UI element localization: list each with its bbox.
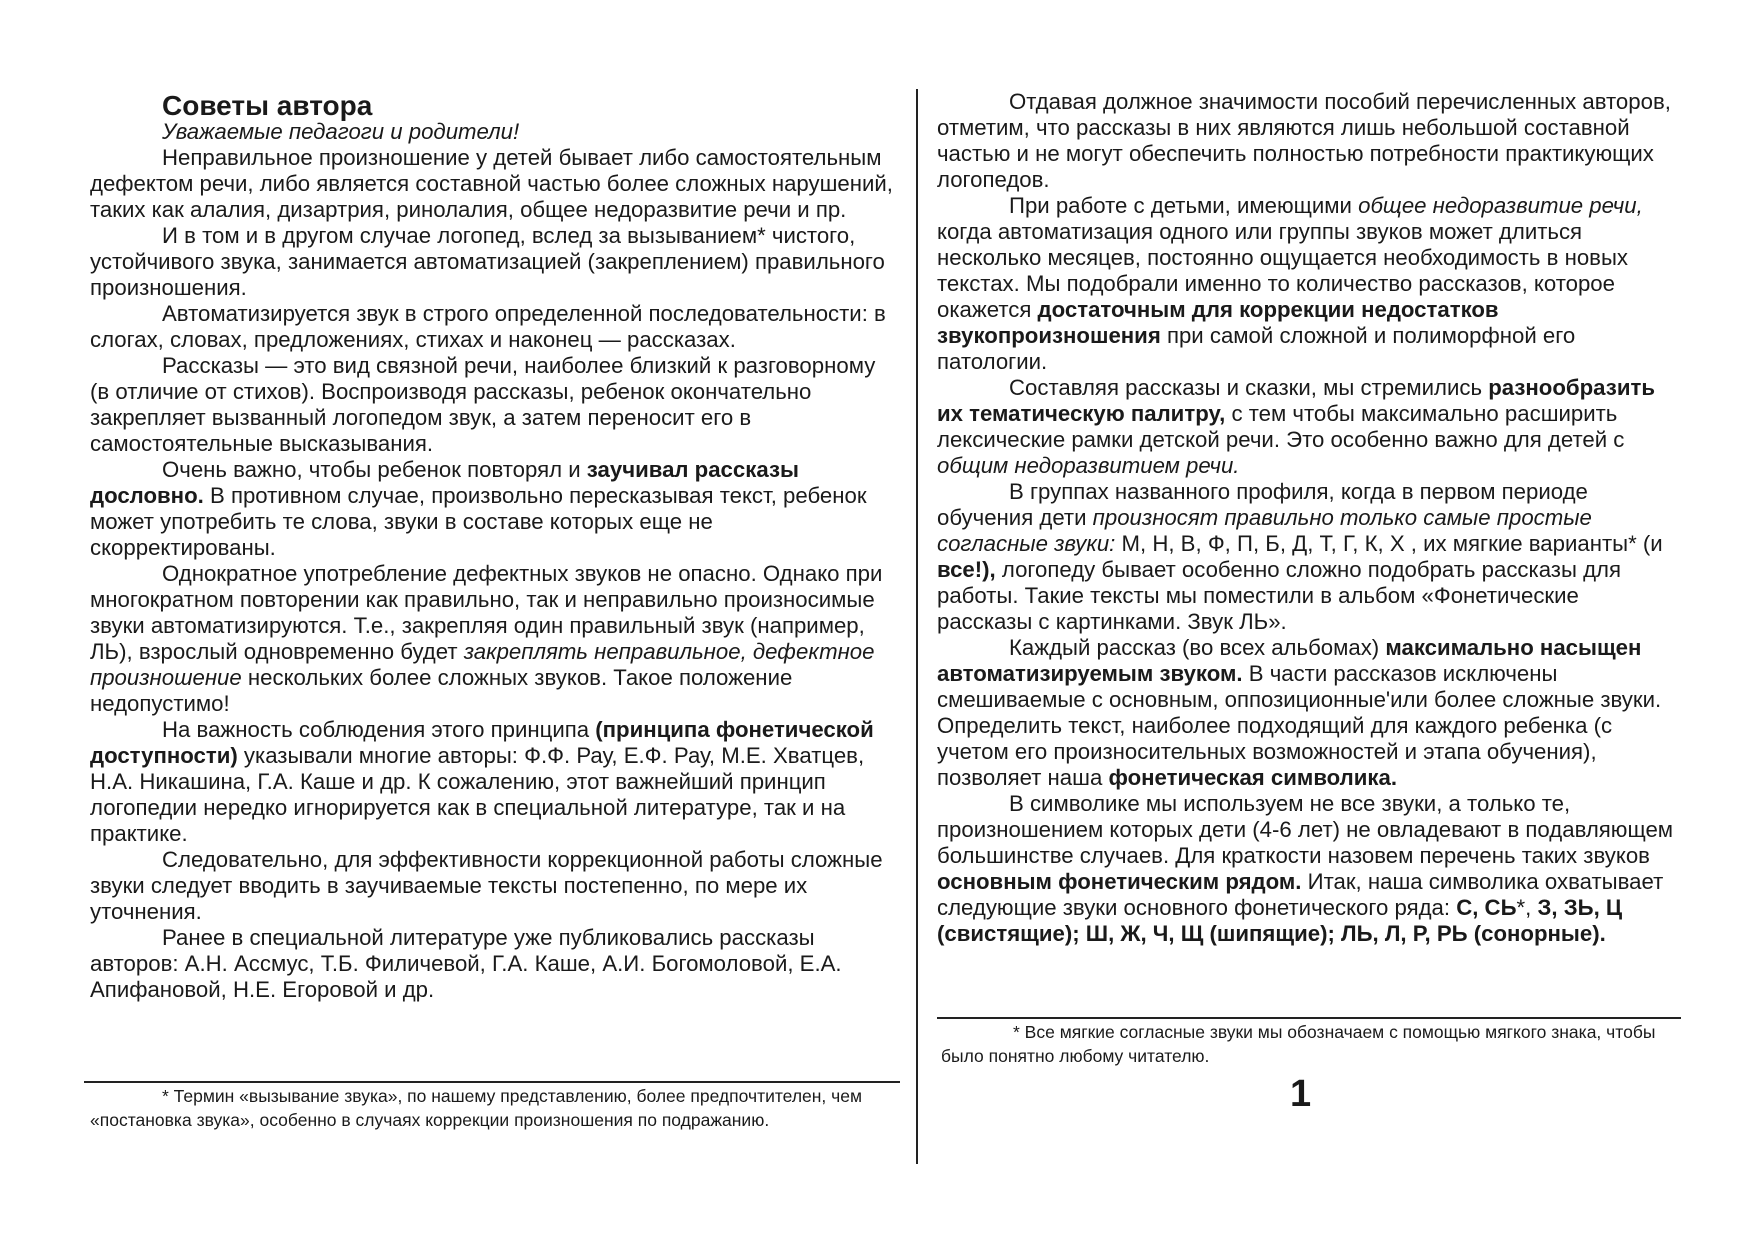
paragraph-5-text-c: В противном случае, произвольно пересказывая текст, ребенок может употребить те слова, звуки в составе которых еще не скорректированы. [90,483,867,560]
right-paragraph-4-text-e: логопеду бывает особенно сложно подобрать рассказы для работы. Такие тексты мы поместили в альбом «Фонетические рассказы с картинками. Звук ЛЬ». [937,557,1621,634]
right-paragraph-3-italic: общим недоразвитием речи. [937,453,1240,478]
right-paragraph-5-bold-2: фонетическая символика. [1108,765,1398,790]
right-paragraph-1: Отдавая должное значимости пособий перечисленных авторов, отметим, что рассказы в них являются лишь небольшой составной частью и не могут обеспечить полностью потребности практикующих логопедов. [937,89,1671,192]
paragraph-3: Автоматизируется звук в строго определенной последовательности: в слогах, словах, предложениях, стихах и наконец — рассказах. [90,301,886,352]
right-paragraph-2-text-a: При работе с детьми, имеющими [1009,193,1359,218]
paragraph-5-text-a: Очень важно, чтобы ребенок повторял и [162,457,587,482]
right-paragraph-3 [937,375,1677,479]
right-paragraph-3-text-c: с тем чтобы максимально расширить лексические рамки детской речи. Это особенно важно для детей с [937,401,1625,452]
left-footnote [90,1084,900,1132]
right-paragraph-4-bold: все!), [937,557,996,582]
right-paragraph-2-text-e: при самой сложной и полиморфной его патологии. [937,323,1576,374]
paragraph-7-bold: (принципа фонетической доступности) [90,717,874,768]
paragraph-6-italic: закреплять неправильное, дефектное произношение [90,639,875,690]
paragraph-7-text-c: указывали многие авторы: Ф.Ф. Рау, Е.Ф. Рау, М.Е. Хватцев, Н.А. Никашина, Г.А. Каше и др. К сожалению, этот важнейший принцип логопедии нередко игнорируется как в специальной литературе, так и на практике. [90,743,865,846]
right-paragraph-5-text-c: В части рассказов исключены смешиваемые с основным, оппозиционные'или более сложные звуки. Определить текст, наиболее подходящий для каждого ребенка (с учетом его произносительных возможностей и этапа обучения), позволяет наша [937,661,1662,790]
right-paragraph-5 [937,635,1677,791]
right-paragraph-2 [937,193,1677,375]
right-paragraph-6-bold-2: С, СЬ [1456,895,1517,920]
paragraph-7-text-a: На важность соблюдения этого принципа [162,717,596,742]
paragraph-6 [90,561,900,717]
right-paragraph-4 [937,479,1677,635]
paragraph-1: Неправильное произношение у детей бывает либо самостоятельным дефектом речи, либо является составной частью более сложных нарушений, таких как алалия, дизартрия, ринолалия, общее недоразвитие речи и пр. [90,145,893,222]
right-paragraph-3-text-a: Составляя рассказы и сказки, мы стремились [1009,375,1489,400]
paragraph-5-bold: заучивал рассказы дословно. [90,457,799,508]
right-paragraph-6-text-a: В символике мы используем не все звуки, а только те, произношением которых дети (4-6 лет) не овладевают в подавляющем большинстве случаев. Для краткости назовем перечень таких звуков [937,791,1674,868]
right-footnote-text: * Все мягкие согласные звуки мы обозначаем с помощью мягкого знака, чтобы было понятно любому читателю. [941,1022,1656,1066]
right-paragraph-4-text-a: В группах названного профиля, когда в первом периоде обучения дети [937,479,1588,530]
right-page-text [937,89,1677,947]
paragraph-5 [90,457,900,561]
right-paragraph-3-bold: разнообразить их тематическую палитру, [937,375,1655,426]
right-footnote-rule [937,1017,1681,1019]
right-paragraph-2-italic: общее недоразвитие речи, [1358,193,1643,218]
paragraph-6-text-c: нескольких более сложных звуков. Такое положение недопустимо! [90,665,793,716]
right-footnote [941,1020,1681,1068]
paragraph-9: Ранее в специальной литературе уже публиковались рассказы авторов: А.Н. Ассмус, Т.Б. Филичевой, Г.А. Каше, А.И. Богомоловой, Е.А. Апифановой, Н.Е. Егоровой и др. [90,925,842,1002]
column-divider [916,89,918,1164]
right-paragraph-2-bold: достаточным для коррекции недостатков звукопроизношения [937,297,1499,348]
left-footnote-text: * Термин «вызывание звука», по нашему представлению, более предпочтителен, чем «постановка звука», особенно в случаях коррекции произношения по подражанию. [90,1086,863,1130]
right-paragraph-5-text-a: Каждый рассказ (во всех альбомах) [1009,635,1386,660]
right-paragraph-6-bold-1: основным фонетическим рядом. [937,869,1302,894]
right-paragraph-6-bold-3: З, ЗЬ, Ц (свистящие); Ш, Ж, Ч, Щ (шипящие); ЛЬ, Л, Р, РЬ (сонорные). [937,895,1623,946]
page-number: 1 [1290,1073,1312,1115]
right-paragraph-6-text-c: Итак, наша символика охватывает следующие звуки основного фонетического ряда: [937,869,1664,920]
right-paragraph-4-italic: произносят правильно только самые простые согласные звуки: [937,505,1592,556]
paragraph-7 [90,717,900,847]
left-page-text [90,89,900,1003]
right-paragraph-4-text-c: М, Н, В, Ф, П, Б, Д, Т, Г, К, Х , их мягкие варианты* (и [1115,531,1663,556]
right-paragraph-6 [937,791,1677,947]
right-paragraph-5-bold-1: максимально насыщен автоматизируемым звуком. [937,635,1642,686]
right-paragraph-2-text-c: когда автоматизация одного или группы звуков может длиться несколько месяцев, постоянно ощущается необходимость в новых текстах. Мы подобрали именно то количество рассказов, которое окажется [937,219,1629,322]
paragraph-6-text-a: Однократное употребление дефектных звуков не опасно. Однако при многократном повторении как правильно, так и неправильно произносимые звуки автоматизируются. Т.е., закрепляя один правильный звук (например, ЛЬ), взрослый одновременно будет [90,561,883,664]
right-paragraph-6-asterisk: *, [1516,895,1538,920]
paragraph-8: Следовательно, для эффективности коррекционной работы сложные звуки следует вводить в заучиваемые тексты постепенно, по мере их уточнения. [90,847,883,924]
left-footnote-rule [84,1081,900,1083]
paragraph-2: И в том и в другом случае логопед, вслед за вызыванием* чистого, устойчивого звука, занимается автоматизацией (закреплением) правильного произношения. [90,223,885,300]
page-title: Советы автора [162,90,373,121]
page-subtitle: Уважаемые педагоги и родители! [162,119,520,144]
paragraph-4: Рассказы — это вид связной речи, наиболее близкий к разговорному (в отличие от стихов). Воспроизводя рассказы, ребенок окончательно закрепляет вызванный логопедом звук, а затем переносит его в самостоятельные высказывания. [90,353,876,456]
